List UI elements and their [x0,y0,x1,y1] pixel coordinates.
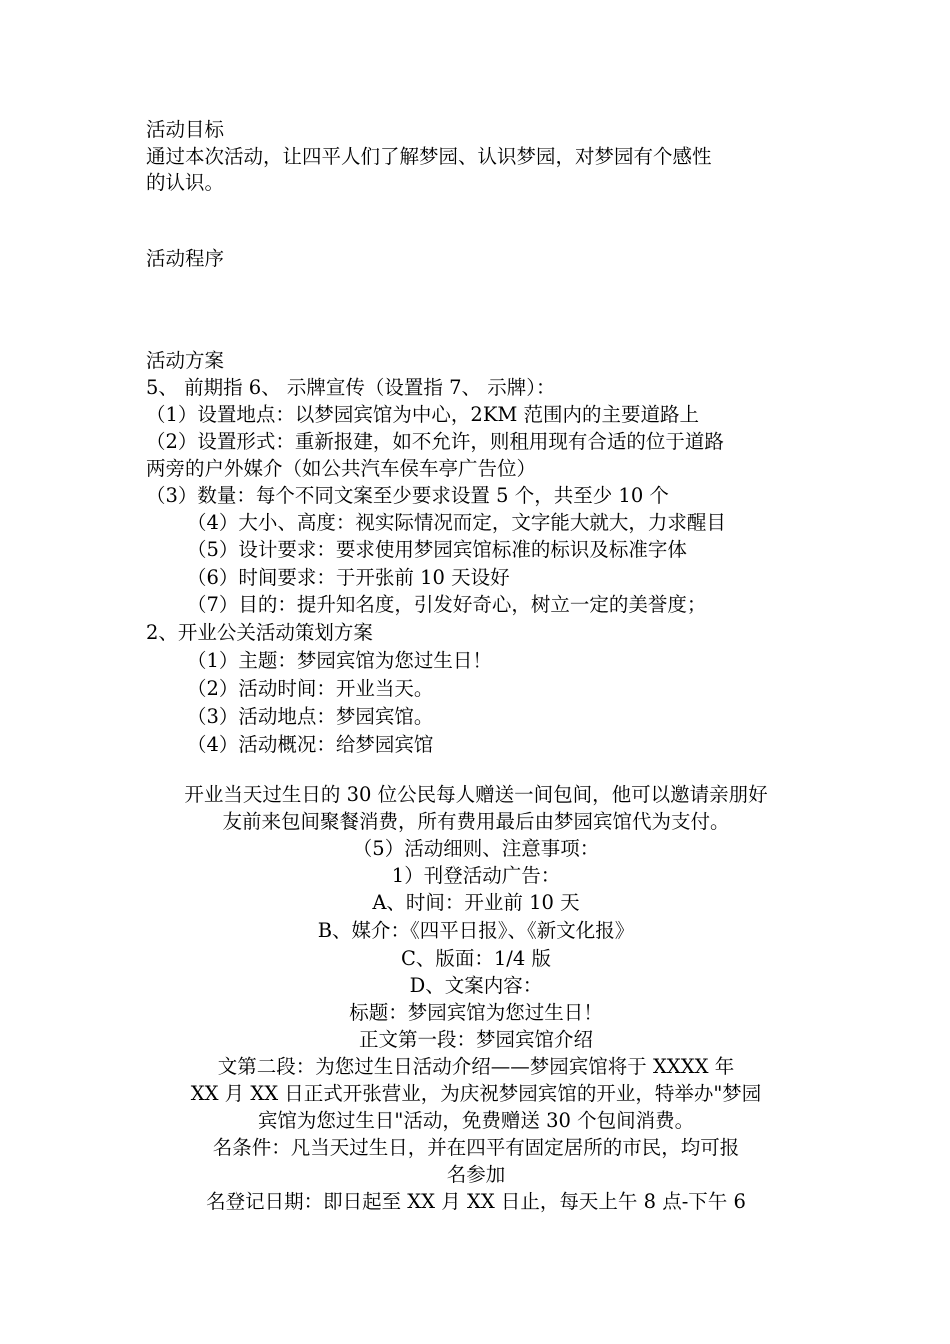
centered-line-4: 1）刊登活动广告： [391,864,561,887]
centered-line-5: A、时间：开业前 10 天 [372,891,580,914]
centered-line-16: 名登记日期：即日起至 XX 月 XX 日止，每天上午 8 点-下午 6 [206,1190,746,1213]
plan-point-6: （6）时间要求：于开张前 10 天设好 [187,566,510,589]
plan-point-1: （1）设置地点：以梦园宾馆为中心，2KM 范围内的主要道路上 [146,403,700,426]
plan-point-4: （4）大小、高度：视实际情况而定，文字能大就大，力求醒目 [187,511,726,534]
goal-text-line-2: 的认识。 [146,171,225,194]
goal-heading: 活动目标 [146,118,225,141]
program-heading: 活动程序 [146,247,225,270]
centered-line-7: C、版面：1/4 版 [400,947,551,970]
centered-line-9: 标题：梦园宾馆为您过生日！ [349,1001,603,1024]
plan-point-2a: （2）设置形式：重新报建，如不允许，则租用现有合适的位于道路 [146,430,724,453]
plan-heading: 活动方案 [146,349,225,372]
centered-line-1: 开业当天过生日的 30 位公民每人赠送一间包间，他可以邀请亲朋好 [184,783,768,806]
centered-line-12: XX 月 XX 日正式开张营业，为庆祝梦园宾馆的开业，特举办"梦园 [190,1082,762,1105]
plan-point-7: （7）目的：提升知名度，引发好奇心，树立一定的美誉度； [187,593,707,616]
section-2-item-3: （3）活动地点：梦园宾馆。 [187,705,434,728]
goal-text-line-1: 通过本次活动，让四平人们了解梦园、认识梦园，对梦园有个感性 [146,145,712,168]
plan-item-5: 5、 前期指 6、 示牌宣传（设置指 7、 示牌）： [146,376,556,399]
section-2-item-4: （4）活动概况：给梦园宾馆 [187,733,434,756]
centered-line-6: B、媒介：《四平日报》、《新文化报》 [317,919,635,942]
centered-line-11: 文第二段：为您过生日活动介绍——梦园宾馆将于 XXXX 年 [217,1055,735,1078]
centered-line-14: 名条件：凡当天过生日，并在四平有固定居所的市民，均可报 [212,1136,740,1159]
plan-point-2b: 两旁的户外媒介（如公共汽车侯车亭广告位） [146,457,537,480]
plan-point-3: （3）数量：每个不同文案至少要求设置 5 个，共至少 10 个 [146,484,669,507]
centered-line-15: 名参加 [446,1163,506,1186]
centered-line-3: （5）活动细则、注意事项： [352,837,600,860]
centered-line-8: D、文案内容： [409,974,543,997]
section-2-item-2: （2）活动时间：开业当天。 [187,677,434,700]
plan-point-5: （5）设计要求：要求使用梦园宾馆标准的标识及标准字体 [187,538,687,561]
centered-line-2: 友前来包间聚餐消费，所有费用最后由梦园宾馆代为支付。 [222,810,730,833]
centered-line-13: 宾馆为您过生日"活动，免费赠送 30 个包间消费。 [257,1109,695,1132]
centered-line-10: 正文第一段：梦园宾馆介绍 [358,1028,593,1051]
section-2-heading: 2、开业公关活动策划方案 [146,621,373,644]
section-2-item-1: （1）主题：梦园宾馆为您过生日！ [187,649,492,672]
